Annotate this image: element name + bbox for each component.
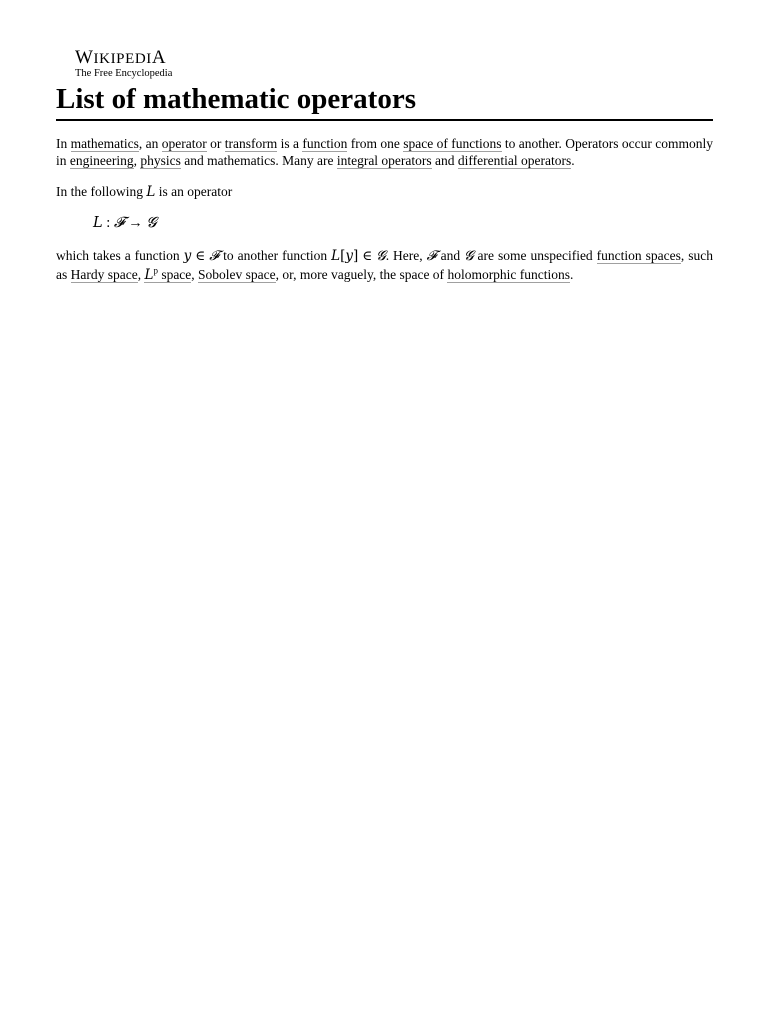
math-L: L	[146, 183, 156, 200]
formula-L: L	[93, 215, 103, 232]
math-G: 𝓖	[376, 248, 386, 265]
operator-formula	[93, 213, 713, 233]
link-differential-operators[interactable]: differential operators	[457, 153, 572, 169]
link-physics[interactable]: physics	[140, 153, 181, 169]
logo-tagline: The Free Encyclopedia	[75, 68, 173, 79]
logo-wordmark: WIKIPEDIA	[75, 47, 167, 68]
math-F: 𝓕	[426, 248, 437, 265]
link-sobolev-space[interactable]: Sobolev space	[198, 266, 276, 282]
link-function[interactable]: function	[302, 135, 348, 151]
formula-G: 𝓖	[146, 215, 157, 232]
link-integral-operators[interactable]: integral operators	[336, 153, 432, 169]
following-paragraph: In the following L is an operator	[56, 183, 233, 200]
math-F: 𝓕	[209, 248, 220, 265]
page-title: List of mathematic operators	[56, 83, 713, 121]
formula-F: 𝓕	[113, 215, 125, 232]
wikipedia-logo[interactable]	[75, 48, 713, 80]
link-holomorphic-functions[interactable]: holomorphic functions	[447, 266, 571, 282]
which-paragraph: which takes a function y ∈ 𝓕 to another function L[y] ∈ 𝓖. Here, 𝓕 and 𝓖 are some unspecified function spaces, such as Hardy space, $L^p$ space, Sobolev space, or, more vaguely, the space of holomorphic functions.	[56, 248, 713, 283]
math-y: y	[183, 248, 192, 265]
article-page	[56, 48, 713, 284]
link-space-of-functions[interactable]: space of functions	[403, 135, 502, 151]
formula-colon: :	[102, 215, 114, 232]
link-function-spaces[interactable]: function spaces	[596, 248, 681, 264]
link-engineering[interactable]: engineering	[69, 153, 134, 169]
link-hardy-space[interactable]: Hardy space	[70, 266, 138, 282]
math-G: 𝓖	[464, 248, 474, 265]
formula-arrow: →	[124, 215, 147, 232]
math-Ly: L[y]	[331, 248, 359, 265]
intro-paragraph: In mathematics, an operator or transform is a function from one space of functions to another. Operators occur commonly in engineering, physics and mathematics. Many are integral operators and differential operators.	[56, 135, 714, 169]
link-operator[interactable]: operator	[161, 135, 207, 151]
link-transform[interactable]: transform	[224, 135, 278, 151]
link-lp-space[interactable]: $L^p$ space	[144, 265, 192, 283]
link-mathematics[interactable]: mathematics	[70, 135, 139, 151]
